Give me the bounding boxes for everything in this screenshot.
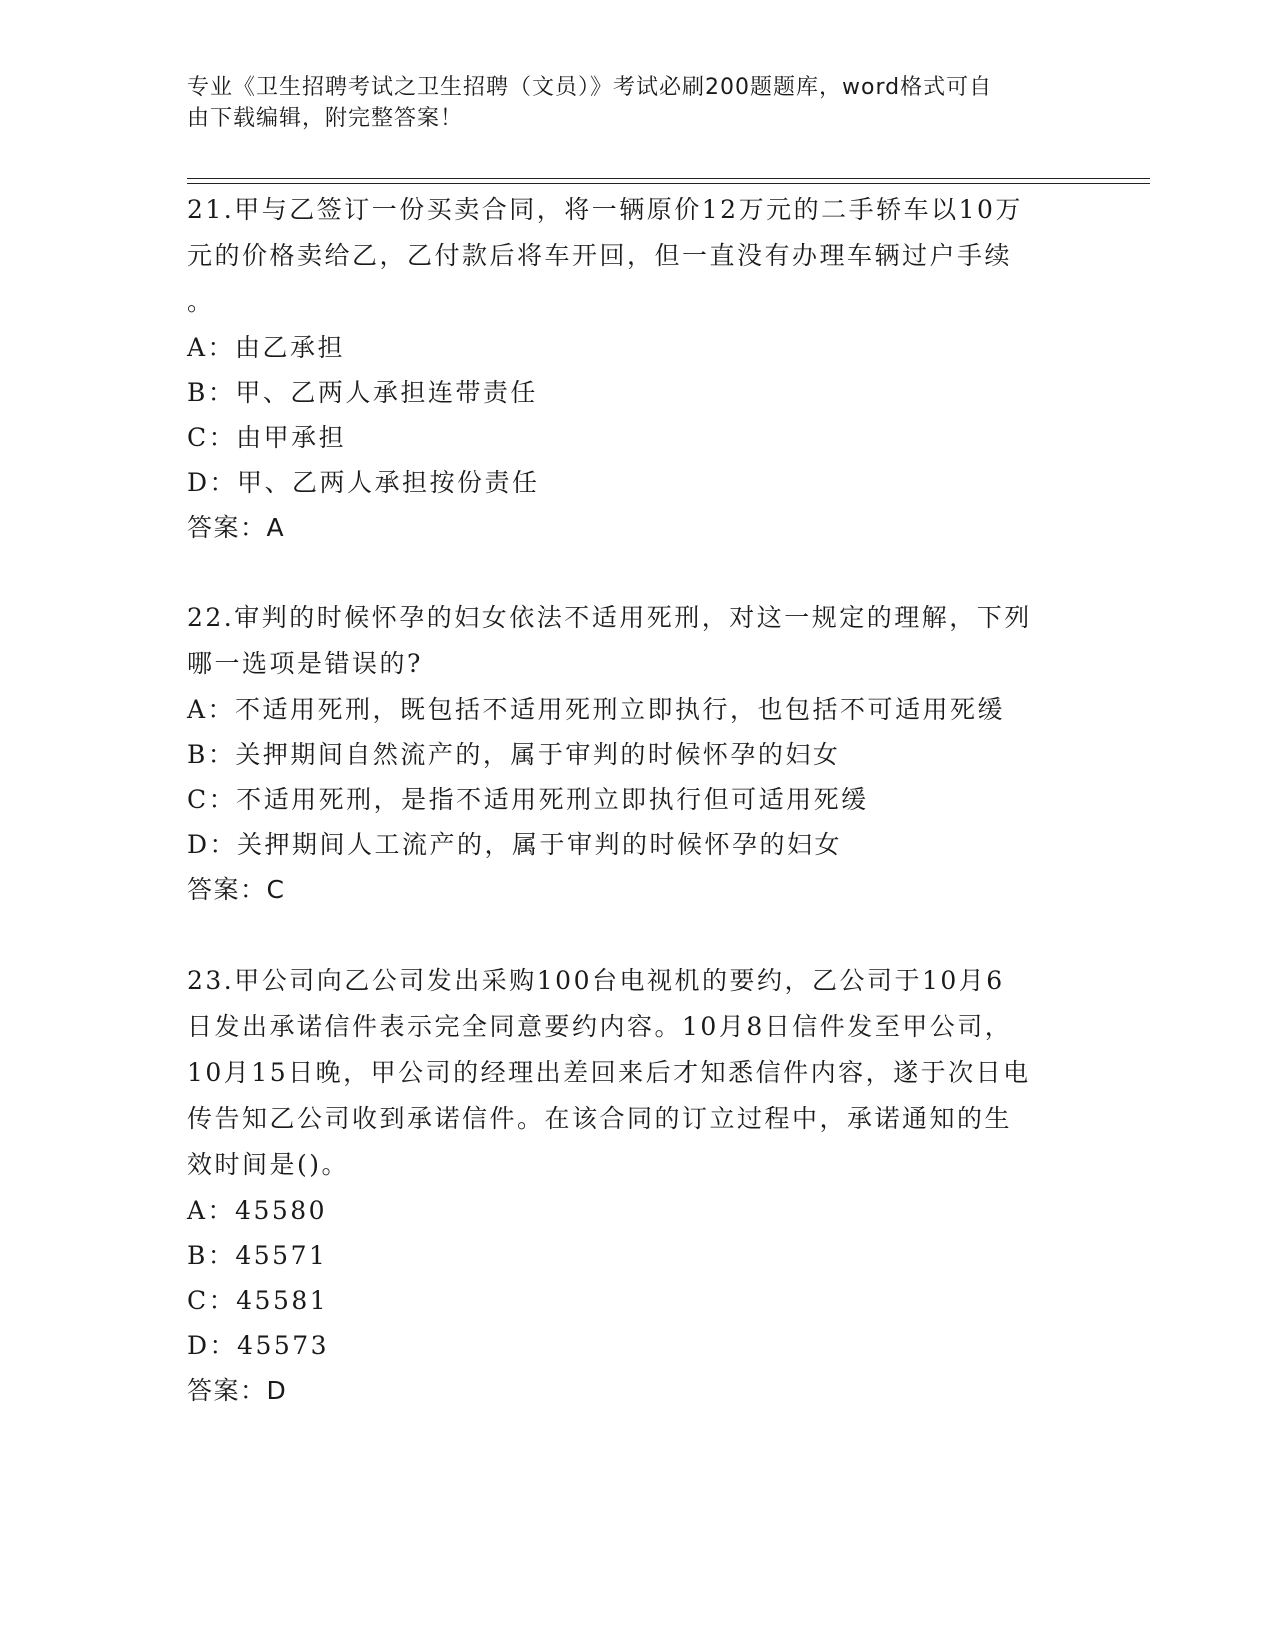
stem-line: 效时间是()。 — [187, 1150, 350, 1179]
option-a: A：由乙承担 — [187, 333, 346, 362]
stem-line: 23.甲公司向乙公司发出采购100台电视机的要约，乙公司于10月6 — [187, 966, 1005, 995]
question-stem — [187, 958, 1087, 1188]
question-stem — [187, 595, 1087, 687]
option-b: B：45571 — [187, 1241, 328, 1270]
header-line-2: 由下载编辑，附完整答案！ — [187, 106, 464, 131]
stem-line: 传告知乙公司收到承诺信件。在该合同的订立过程中，承诺通知的生 — [187, 1104, 1013, 1133]
document-header — [187, 72, 1067, 134]
answer-line: 答案：D — [187, 1376, 288, 1405]
option-d: D：甲、乙两人承担按份责任 — [187, 468, 540, 497]
answer-line: 答案：C — [187, 875, 286, 904]
header-divider-top — [187, 178, 1150, 179]
header-line-1: 专业《卫生招聘考试之卫生招聘（文员）》考试必刷200题题库，word格式可自 — [187, 75, 993, 100]
option-a: A：不适用死刑，既包括不适用死刑立即执行，也包括不可适用死缓 — [187, 695, 1006, 724]
stem-line: 哪一选项是错误的? — [187, 649, 423, 678]
question-23 — [187, 958, 1087, 1414]
option-c: C：不适用死刑，是指不适用死刑立即执行但可适用死缓 — [187, 785, 869, 814]
option-a: A：45580 — [187, 1196, 328, 1225]
option-b: B：甲、乙两人承担连带责任 — [187, 378, 538, 407]
stem-line: 10月15日晚，甲公司的经理出差回来后才知悉信件内容，遂于次日电 — [187, 1058, 1031, 1087]
option-c: C：45581 — [187, 1286, 329, 1315]
answer-line: 答案：A — [187, 513, 286, 542]
header-divider-bottom — [187, 183, 1150, 184]
stem-line: 元的价格卖给乙，乙付款后将车开回，但一直没有办理车辆过户手续 — [187, 241, 1013, 270]
option-b: B：关押期间自然流产的，属于审判的时候怀孕的妇女 — [187, 740, 841, 769]
stem-line: 日发出承诺信件表示完全同意要约内容。10月8日信件发至甲公司， — [187, 1012, 1013, 1041]
question-21 — [187, 187, 1087, 551]
question-stem — [187, 187, 1087, 325]
option-c: C：由甲承担 — [187, 423, 347, 452]
stem-line: 21.甲与乙签订一份买卖合同，将一辆原价12万元的二手轿车以10万 — [187, 195, 1023, 224]
stem-line: 22.审判的时候怀孕的妇女依法不适用死刑，对这一规定的理解，下列 — [187, 603, 1032, 632]
stem-line: 。 — [187, 287, 215, 316]
option-d: D：45573 — [187, 1331, 330, 1360]
option-d: D：关押期间人工流产的，属于审判的时候怀孕的妇女 — [187, 830, 843, 859]
question-22 — [187, 595, 1087, 913]
